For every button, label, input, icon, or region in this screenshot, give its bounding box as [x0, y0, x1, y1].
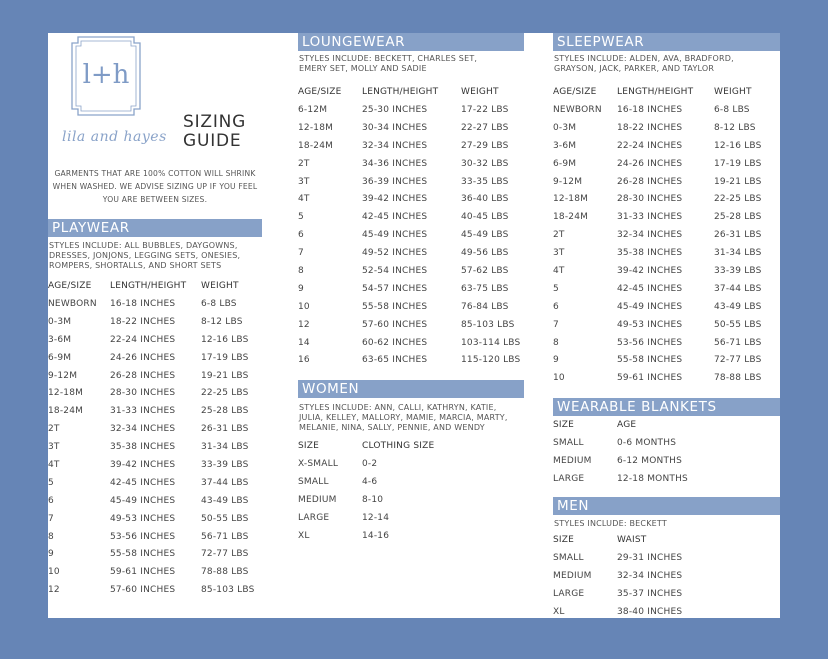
table-cell: 8: [553, 337, 559, 348]
table-row: [553, 280, 776, 298]
playwear-table: [48, 277, 261, 599]
blankets-header: WEARABLE BLANKETS: [553, 398, 780, 416]
table-cell: 16: [298, 355, 310, 366]
table-cell: 55-58 INCHES: [617, 355, 683, 366]
table-row: [48, 420, 261, 438]
men-table: [553, 531, 727, 618]
table-cell: 10: [298, 301, 310, 312]
table-cell: 35-38 INCHES: [617, 248, 683, 259]
table-cell: 32-34 INCHES: [110, 424, 176, 435]
table-cell: 57-62 LBS: [461, 265, 509, 276]
table-header-row: [553, 416, 727, 434]
table-row: [553, 316, 776, 334]
table-row: [553, 434, 727, 452]
table-row: [298, 155, 523, 173]
table-row: [298, 491, 472, 509]
table-cell: 6-8 LBS: [714, 104, 750, 115]
table-row: [48, 474, 261, 492]
page-title: [183, 113, 246, 151]
table-cell: 25-30 INCHES: [362, 104, 428, 115]
table-cell: 12: [48, 585, 60, 596]
table-cell: 3T: [553, 248, 565, 259]
table-row: [298, 173, 523, 191]
loungewear-header: LOUNGEWEAR: [298, 33, 524, 51]
table-cell: 56-71 LBS: [714, 337, 762, 348]
women-rows: [298, 455, 472, 544]
table-cell: 27-29 LBS: [461, 140, 509, 151]
table-cell: 36-39 INCHES: [362, 176, 428, 187]
table-cell: 12-18M: [48, 388, 84, 399]
table-cell: 8: [298, 265, 304, 276]
table-cell: MEDIUM: [553, 455, 592, 466]
table-row: [298, 137, 523, 155]
table-header-row: [553, 83, 776, 101]
table-cell: 22-25 LBS: [714, 194, 762, 205]
table-cell: 49-52 INCHES: [362, 248, 428, 259]
loungewear-styles: STYLES INCLUDE: BECKETT, CHARLES SET, EMERY SET, MOLLY AND SADIE: [299, 54, 478, 73]
table-cell: 103-114 LBS: [461, 337, 521, 348]
table-cell: 14: [298, 337, 310, 348]
table-row: [298, 509, 472, 527]
table-cell: SMALL: [553, 437, 584, 448]
table-cell: 12-16 LBS: [714, 140, 762, 151]
table-cell: 26-28 INCHES: [110, 370, 176, 381]
table-cell: 60-62 INCHES: [362, 337, 428, 348]
table-cell: SMALL: [553, 552, 584, 563]
table-cell: 34-36 INCHES: [362, 158, 428, 169]
table-cell: 78-88 LBS: [201, 567, 249, 578]
table-row: [553, 585, 727, 603]
table-cell: 7: [48, 513, 54, 524]
col-header: LENGTH/HEIGHT: [362, 87, 439, 97]
table-row: [553, 155, 776, 173]
table-cell: 16-18 INCHES: [617, 104, 683, 115]
title-line-2: GUIDE: [183, 131, 242, 151]
table-cell: 33-35 LBS: [461, 176, 509, 187]
table-cell: 39-42 INCHES: [110, 459, 176, 470]
blankets-rows: [553, 434, 727, 488]
table-cell: 31-34 LBS: [201, 442, 249, 453]
table-cell: 32-34 INCHES: [362, 140, 428, 151]
table-cell: 54-57 INCHES: [362, 283, 428, 294]
col-header: SIZE: [553, 535, 575, 545]
table-cell: 17-22 LBS: [461, 104, 509, 115]
table-cell: 6: [298, 230, 304, 241]
sleepwear-rows: [553, 101, 776, 387]
table-cell: 0-3M: [48, 316, 72, 327]
table-row: [298, 119, 523, 137]
table-cell: 25-28 LBS: [201, 406, 249, 417]
table-cell: 8: [48, 531, 54, 542]
table-cell: 22-24 INCHES: [110, 334, 176, 345]
table-row: [48, 331, 261, 349]
table-cell: 6-9M: [48, 352, 72, 363]
table-row: [298, 316, 523, 334]
table-cell: 0-3M: [553, 122, 577, 133]
table-row: [298, 262, 523, 280]
table-cell: 26-31 LBS: [714, 230, 762, 241]
table-cell: 53-56 INCHES: [617, 337, 683, 348]
table-cell: 17-19 LBS: [201, 352, 249, 363]
sleepwear-header: SLEEPWEAR: [553, 33, 780, 51]
men-header: MEN: [553, 497, 780, 515]
table-cell: 28-30 INCHES: [110, 388, 176, 399]
table-cell: 19-21 LBS: [201, 370, 249, 381]
table-cell: 12-18M: [553, 194, 589, 205]
table-cell: 12: [298, 319, 310, 330]
table-cell: 4T: [298, 194, 310, 205]
table-cell: LARGE: [298, 512, 330, 523]
table-row: [48, 510, 261, 528]
table-cell: 33-39 LBS: [201, 459, 249, 470]
table-row: [48, 563, 261, 581]
table-row: [298, 280, 523, 298]
table-cell: 85-103 LBS: [201, 585, 255, 596]
table-row: [298, 208, 523, 226]
table-cell: 26-28 INCHES: [617, 176, 683, 187]
sleepwear-styles: STYLES INCLUDE: ALDEN, AVA, BRADFORD, GRAYSON, JACK, PARKER, AND TAYLOR: [554, 54, 734, 73]
table-cell: 9-12M: [553, 176, 583, 187]
table-cell: 39-42 INCHES: [617, 265, 683, 276]
table-cell: 45-49 INCHES: [110, 495, 176, 506]
table-cell: 39-42 INCHES: [362, 194, 428, 205]
sleepwear-section: [553, 33, 780, 387]
table-row: [553, 567, 727, 585]
table-cell: 4T: [553, 265, 565, 276]
table-cell: 18-22 INCHES: [617, 122, 683, 133]
table-cell: 6: [48, 495, 54, 506]
table-cell: 12-18 MONTHS: [617, 473, 688, 484]
table-cell: 32-34 INCHES: [617, 570, 683, 581]
table-cell: 29-31 INCHES: [617, 552, 683, 563]
col-header: LENGTH/HEIGHT: [110, 281, 187, 291]
col-header: WEIGHT: [714, 87, 752, 97]
col-header: WAIST: [617, 535, 647, 545]
table-cell: 42-45 INCHES: [617, 283, 683, 294]
table-cell: 22-27 LBS: [461, 122, 509, 133]
table-cell: 5: [553, 283, 559, 294]
table-cell: 18-24M: [48, 406, 84, 417]
table-row: [298, 226, 523, 244]
table-header-row: [553, 531, 727, 549]
table-cell: 6: [553, 301, 559, 312]
table-cell: 72-77 LBS: [201, 549, 249, 560]
table-cell: 45-49 LBS: [461, 230, 509, 241]
table-cell: 49-53 INCHES: [617, 319, 683, 330]
col-header: CLOTHING SIZE: [362, 441, 435, 451]
table-cell: 16-18 INCHES: [110, 298, 176, 309]
table-cell: 30-32 LBS: [461, 158, 509, 169]
table-cell: 31-34 LBS: [714, 248, 762, 259]
table-cell: 3T: [48, 442, 60, 453]
table-cell: 8-10: [362, 494, 384, 505]
title-line-1: SIZING: [183, 112, 247, 132]
table-cell: 9: [48, 549, 54, 560]
table-cell: 9: [553, 355, 559, 366]
table-cell: 0-6 MONTHS: [617, 437, 677, 448]
table-row: [553, 549, 727, 567]
table-cell: 22-24 INCHES: [617, 140, 683, 151]
table-cell: 6-9M: [553, 158, 577, 169]
table-cell: 53-56 INCHES: [110, 531, 176, 542]
men-section: [553, 497, 780, 618]
table-row: [553, 452, 727, 470]
table-row: [48, 545, 261, 563]
table-cell: 12-18M: [298, 122, 334, 133]
table-row: [553, 603, 727, 618]
table-row: [553, 369, 776, 387]
table-row: [298, 455, 472, 473]
table-row: [298, 101, 523, 119]
table-cell: 78-88 LBS: [714, 373, 762, 384]
table-cell: 37-44 LBS: [714, 283, 762, 294]
table-cell: 42-45 INCHES: [110, 477, 176, 488]
table-row: [553, 262, 776, 280]
table-cell: 14-16: [362, 530, 390, 541]
table-row: [553, 470, 727, 488]
col-header: WEIGHT: [461, 87, 499, 97]
table-cell: 19-21 LBS: [714, 176, 762, 187]
table-row: [48, 384, 261, 402]
table-cell: 18-24M: [553, 212, 589, 223]
col-header: LENGTH/HEIGHT: [617, 87, 694, 97]
table-cell: 55-58 INCHES: [110, 549, 176, 560]
women-header: WOMEN: [298, 380, 524, 398]
table-cell: NEWBORN: [48, 298, 97, 309]
table-cell: 0-2: [362, 458, 378, 469]
table-cell: 5: [48, 477, 54, 488]
table-cell: 115-120 LBS: [461, 355, 521, 366]
table-cell: 4-6: [362, 476, 378, 487]
table-cell: 50-55 LBS: [714, 319, 762, 330]
table-cell: 33-39 LBS: [714, 265, 762, 276]
table-row: [298, 244, 523, 262]
table-cell: 18-22 INCHES: [110, 316, 176, 327]
table-cell: 59-61 INCHES: [617, 373, 683, 384]
table-cell: 6-12M: [298, 104, 328, 115]
table-cell: 55-58 INCHES: [362, 301, 428, 312]
table-cell: 26-31 LBS: [201, 424, 249, 435]
table-cell: X-SMALL: [298, 458, 339, 469]
table-row: [298, 190, 523, 208]
table-cell: 22-25 LBS: [201, 388, 249, 399]
table-cell: 12-14: [362, 512, 390, 523]
table-cell: 76-84 LBS: [461, 301, 509, 312]
monogram: l+h: [82, 60, 130, 90]
men-rows: [553, 549, 727, 618]
table-cell: 17-19 LBS: [714, 158, 762, 169]
table-cell: 45-49 INCHES: [617, 301, 683, 312]
table-row: [553, 334, 776, 352]
table-row: [48, 581, 261, 599]
table-cell: 12-16 LBS: [201, 334, 249, 345]
table-row: [553, 298, 776, 316]
table-cell: 32-34 INCHES: [617, 230, 683, 241]
col-header: AGE: [617, 420, 637, 430]
table-cell: 2T: [48, 424, 60, 435]
table-cell: 52-54 INCHES: [362, 265, 428, 276]
table-cell: XL: [298, 530, 310, 541]
table-cell: 6-12 MONTHS: [617, 455, 683, 466]
table-cell: 3-6M: [553, 140, 577, 151]
table-cell: 24-26 INCHES: [617, 158, 683, 169]
table-cell: 57-60 INCHES: [362, 319, 428, 330]
table-cell: 3T: [298, 176, 310, 187]
table-cell: 7: [298, 248, 304, 259]
table-row: [48, 313, 261, 331]
table-cell: NEWBORN: [553, 104, 602, 115]
playwear-rows: [48, 295, 261, 599]
table-row: [553, 173, 776, 191]
table-cell: 10: [553, 373, 565, 384]
col-header: WEIGHT: [201, 281, 239, 291]
table-cell: 40-45 LBS: [461, 212, 509, 223]
table-row: [48, 456, 261, 474]
table-cell: 8-12 LBS: [714, 122, 756, 133]
table-cell: 25-28 LBS: [714, 212, 762, 223]
sizing-guide-sheet: [48, 33, 780, 618]
table-cell: 3-6M: [48, 334, 72, 345]
table-row: [48, 349, 261, 367]
table-cell: 4T: [48, 459, 60, 470]
table-row: [553, 244, 776, 262]
table-cell: MEDIUM: [553, 570, 592, 581]
table-cell: SMALL: [298, 476, 329, 487]
table-cell: 36-40 LBS: [461, 194, 509, 205]
col-header: AGE/SIZE: [298, 87, 342, 97]
table-cell: 56-71 LBS: [201, 531, 249, 542]
table-cell: 42-45 INCHES: [362, 212, 428, 223]
table-row: [298, 351, 523, 369]
table-row: [553, 190, 776, 208]
table-cell: 57-60 INCHES: [110, 585, 176, 596]
table-row: [553, 351, 776, 369]
blankets-table: [553, 416, 727, 488]
table-row: [553, 226, 776, 244]
playwear-header: PLAYWEAR: [48, 219, 262, 237]
table-cell: 63-75 LBS: [461, 283, 509, 294]
loungewear-table: [298, 83, 523, 369]
table-row: [48, 492, 261, 510]
table-cell: 63-65 INCHES: [362, 355, 428, 366]
playwear-styles: STYLES INCLUDE: ALL BUBBLES, DAYGOWNS, DRESSES, JONJONS, LEGGING SETS, ONESIES, ROMPERS, SHORTALLS, AND SHORT SETS: [49, 241, 241, 270]
loungewear-rows: [298, 101, 523, 369]
table-cell: 49-53 INCHES: [110, 513, 176, 524]
loungewear-section: [298, 33, 524, 369]
table-cell: 28-30 INCHES: [617, 194, 683, 205]
table-cell: 7: [553, 319, 559, 330]
men-styles: STYLES INCLUDE: BECKETT: [554, 519, 667, 528]
table-row: [298, 298, 523, 316]
table-cell: 35-37 INCHES: [617, 588, 683, 599]
women-table: [298, 437, 472, 544]
table-cell: 30-34 INCHES: [362, 122, 428, 133]
table-row: [553, 208, 776, 226]
table-row: [48, 528, 261, 546]
table-cell: 8-12 LBS: [201, 316, 243, 327]
table-row: [298, 334, 523, 352]
table-cell: 38-40 INCHES: [617, 606, 683, 617]
table-cell: 24-26 INCHES: [110, 352, 176, 363]
table-cell: 9-12M: [48, 370, 78, 381]
table-cell: 2T: [298, 158, 310, 169]
table-row: [48, 438, 261, 456]
table-cell: XL: [553, 606, 565, 617]
table-row: [553, 119, 776, 137]
table-cell: 45-49 INCHES: [362, 230, 428, 241]
table-row: [48, 402, 261, 420]
col-header: SIZE: [553, 420, 575, 430]
table-cell: 31-33 INCHES: [110, 406, 176, 417]
col-header: SIZE: [298, 441, 320, 451]
table-cell: MEDIUM: [298, 494, 337, 505]
table-cell: 43-49 LBS: [714, 301, 762, 312]
table-cell: 2T: [553, 230, 565, 241]
women-section: [298, 380, 524, 544]
blankets-section: [553, 398, 780, 488]
table-cell: 31-33 INCHES: [617, 212, 683, 223]
table-row: [48, 367, 261, 385]
brand-script-name: lila and hayes: [62, 129, 167, 145]
table-cell: 49-56 LBS: [461, 248, 509, 259]
table-row: [48, 295, 261, 313]
sleepwear-table: [553, 83, 776, 387]
table-header-row: [48, 277, 261, 295]
table-cell: LARGE: [553, 588, 585, 599]
table-row: [553, 101, 776, 119]
table-cell: 10: [48, 567, 60, 578]
brand-logo: [70, 35, 142, 117]
table-cell: 5: [298, 212, 304, 223]
table-cell: 18-24M: [298, 140, 334, 151]
table-cell: 85-103 LBS: [461, 319, 515, 330]
playwear-section: [48, 219, 262, 599]
table-cell: 35-38 INCHES: [110, 442, 176, 453]
table-cell: 72-77 LBS: [714, 355, 762, 366]
table-row: [298, 473, 472, 491]
table-row: [553, 137, 776, 155]
table-cell: 50-55 LBS: [201, 513, 249, 524]
table-cell: 37-44 LBS: [201, 477, 249, 488]
table-cell: 43-49 LBS: [201, 495, 249, 506]
table-cell: LARGE: [553, 473, 585, 484]
table-header-row: [298, 437, 472, 455]
women-styles: STYLES INCLUDE: ANN, CALLI, KATHRYN, KATIE, JULIA, KELLEY, MALLORY, MAMIE, MARCIA, MARTY, MELANIE, NINA, SALLY, PENNIE, AND WENDY: [299, 403, 508, 432]
col-header: AGE/SIZE: [48, 281, 92, 291]
shrink-note: GARMENTS THAT ARE 100% COTTON WILL SHRINK WHEN WASHED. WE ADVISE SIZING UP IF YOU FEEL YOU ARE BETWEEN SIZES.: [52, 169, 258, 204]
table-cell: 59-61 INCHES: [110, 567, 176, 578]
table-row: [298, 527, 472, 545]
col-header: AGE/SIZE: [553, 87, 597, 97]
table-cell: 6-8 LBS: [201, 298, 237, 309]
table-header-row: [298, 83, 523, 101]
table-cell: 9: [298, 283, 304, 294]
